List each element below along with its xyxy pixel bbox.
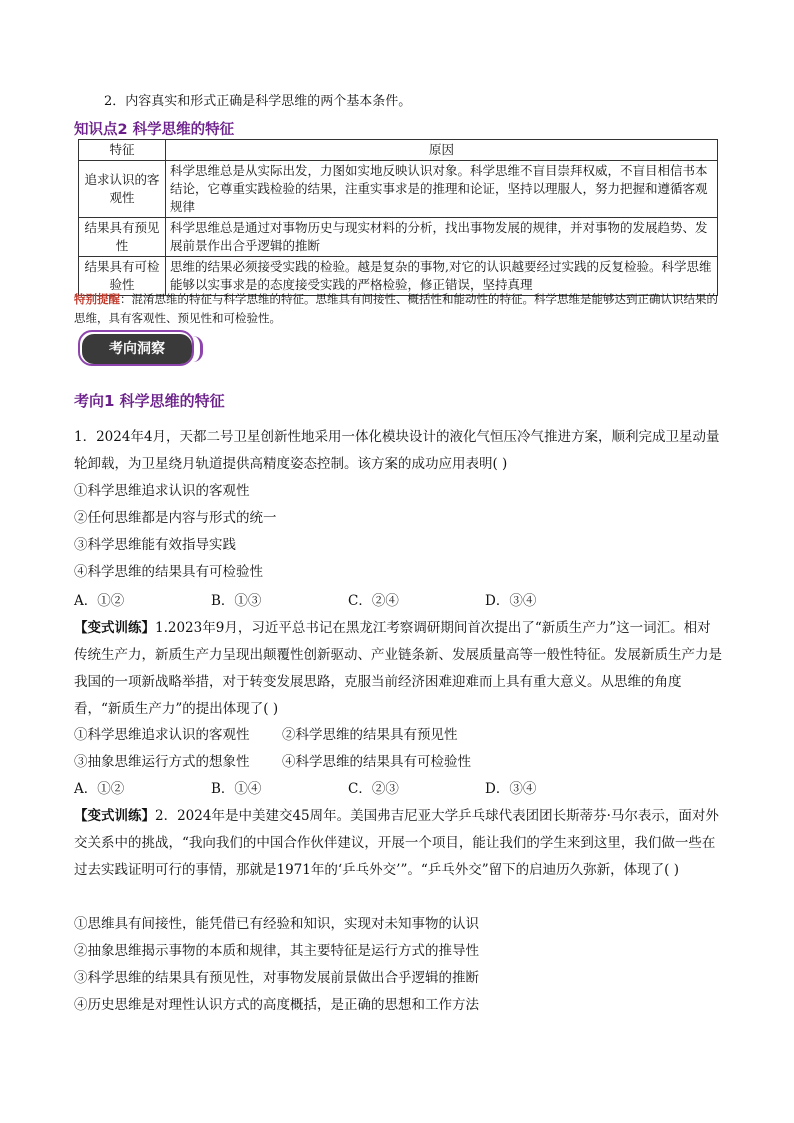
feature-cell: 结果具有可检验性 [79, 257, 166, 296]
special-tip [74, 290, 724, 328]
question-3-item: ①思维具有间接性，能凭借已有经验和知识，实现对未知事物的认识 [74, 916, 479, 932]
option-b[interactable]: B．①④ [211, 781, 262, 797]
question-2-item: ③抽象思维运行方式的想象性 [74, 754, 250, 770]
features-table [78, 139, 718, 296]
question-3-stem [74, 803, 724, 884]
question-3-item: ④历史思维是对理性认识方式的高度概括，是正确的思想和工作方法 [74, 997, 479, 1013]
question-1-item: ③科学思维能有效指导实践 [74, 537, 236, 553]
section-heading: 知识点2 科学思维的特征 [74, 122, 235, 138]
option-d[interactable]: D．③④ [485, 781, 537, 797]
question-1-item: ④科学思维的结果具有可检验性 [74, 564, 263, 580]
direction-heading: 考向1 科学思维的特征 [74, 392, 225, 410]
question-2-items-row [74, 749, 724, 776]
variant-tag: 【变式训练】 [74, 620, 155, 636]
question-3-item: ②抽象思维揭示事物的本质和规律，其主要特征是运行方式的推导性 [74, 943, 479, 959]
variant-tag: 【变式训练】 [74, 808, 155, 824]
section-badge [78, 330, 198, 368]
special-tip-text: ：混淆思维的特征与科学思维的特征。思维具有间接性、概括性和能动性的特征。科学思维是能够达到正确认识结果的思维，具有客观性、预见性和可检验性。 [74, 292, 718, 325]
question-3-item: ③科学思维的结果具有预见性，对事物发展前景做出合乎逻辑的推断 [74, 970, 479, 986]
reason-cell: 科学思维总是从实际出发，力图如实地反映认识对象。科学思维不盲目崇拜权威，不盲目相信书本结论，它尊重实践检验的结果，注重实事求是的推理和论证，坚持以理服人，努力把握和遵循客观规律 [166, 161, 718, 218]
option-c[interactable]: C．②④ [348, 593, 399, 609]
question-2-text: 1.2023年9月，习近平总书记在黑龙江考察调研期间首次提出了“新质生产力”这一词汇。相对传统生产力，新质生产力呈现出颠覆性创新驱动、产业链条新、发展质量高等一般性特征。发展新质生产力是我国的一项新战略举措，对于转变发展思路，克服当前经济困难迎难而上具有重大意义。从思维的角度看，“新质生产力”的提出体现了( ) [74, 620, 722, 717]
question-2-item: ②科学思维的结果具有预见性 [282, 727, 458, 743]
table-row [79, 218, 718, 257]
question-1-item: ①科学思维追求认识的客观性 [74, 483, 250, 499]
question-2-items-row [74, 722, 724, 749]
option-a[interactable]: A．①② [74, 593, 125, 609]
intro-line: 2．内容真实和形式正确是科学思维的两个基本条件。 [104, 94, 412, 109]
question-2-item: ④科学思维的结果具有可检验性 [282, 754, 471, 770]
table-header-cell: 特征 [79, 140, 166, 161]
option-a[interactable]: A．①② [74, 781, 125, 797]
question-1-stem: 1．2024年4月，天都二号卫星创新性地采用一体化模块设计的液化气恒压冷气推进方案，顺利完成卫星动量轮卸载，为卫星绕月轨道提供高精度姿态控制。该方案的成功应用表明( ) [74, 429, 720, 472]
reason-cell: 科学思维总是通过对事物历史与现实材料的分析，找出事物发展的规律，并对事物的发展趋势、发展前景作出合乎逻辑的推断 [166, 218, 718, 257]
question-2-options [74, 776, 724, 803]
special-tip-label: 特别提醒 [74, 292, 120, 306]
question-1-item: ②任何思维都是内容与形式的统一 [74, 510, 277, 526]
option-c[interactable]: C．②③ [348, 781, 399, 797]
option-d[interactable]: D．③④ [485, 593, 537, 609]
question-2-stem [74, 615, 724, 723]
feature-cell: 结果具有预见性 [79, 218, 166, 257]
badge-label: 考向洞察 [82, 334, 192, 364]
table-row [79, 161, 718, 218]
table-header-cell: 原因 [166, 140, 718, 161]
question-2-item: ①科学思维追求认识的客观性 [74, 727, 250, 743]
table-header-row [79, 140, 718, 161]
feature-cell: 追求认识的客观性 [79, 161, 166, 218]
question-1-options [74, 588, 724, 615]
reason-cell: 思维的结果必须接受实践的检验。越是复杂的事物,对它的认识越要经过实践的反复检验。科学思维能够以实事求是的态度接受实践的严格检验，修正错误，坚持真理 [166, 257, 718, 296]
option-b[interactable]: B．①③ [211, 593, 262, 609]
question-3-text: 2．2024年是中美建交45周年。美国弗吉尼亚大学乒乓球代表团团长斯蒂芬·马尔表示，面对外交关系中的挑战，“我向我们的中国合作伙伴建议，开展一个项目，能让我们的学生来到这里，我们做一些在过去实践证明可行的事情，那就是1971年的‘乒乓外交’”。“乒乓外交”留下的启迪历久弥新，体现了( ) [74, 808, 719, 878]
